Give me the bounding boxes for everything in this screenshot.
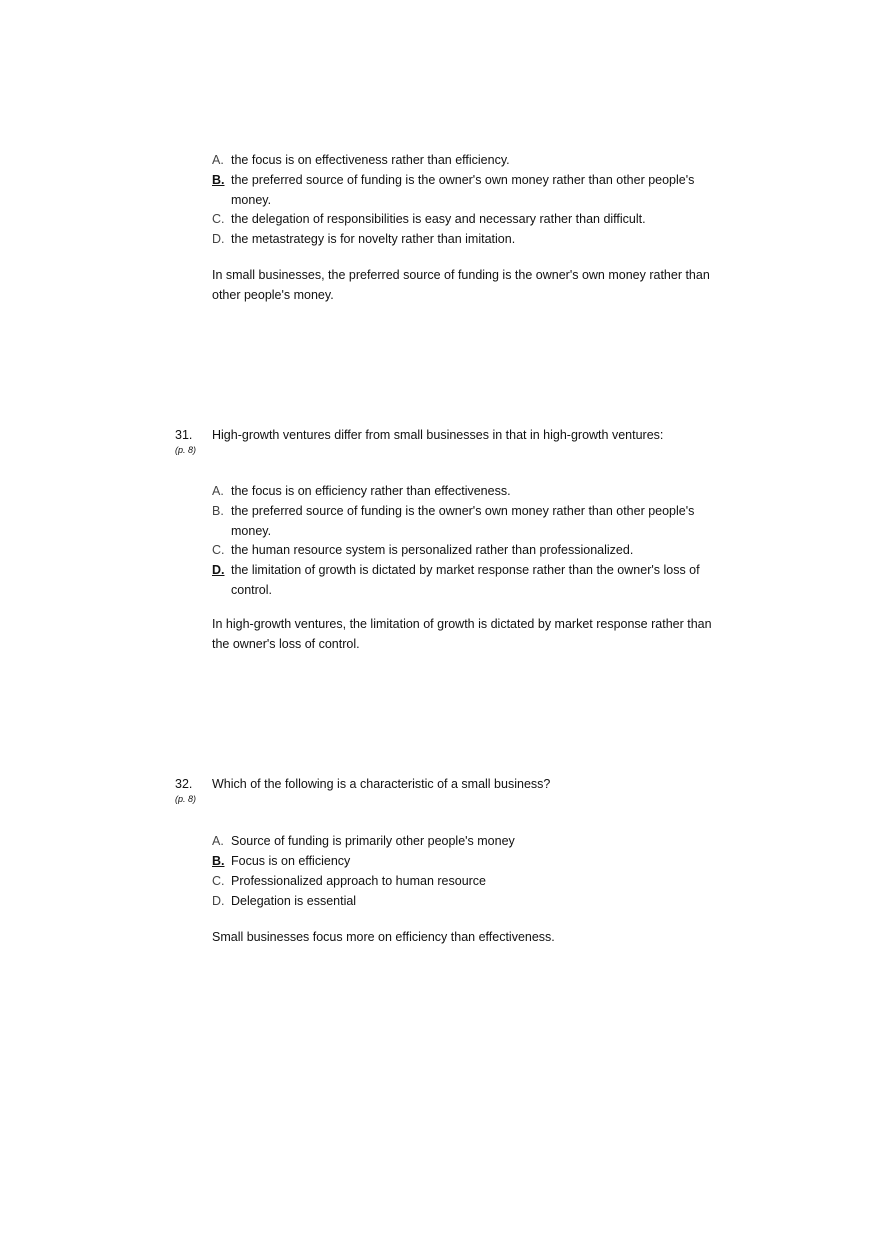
q32-option-d xyxy=(212,892,722,912)
option-text: Delegation is essential xyxy=(231,894,357,908)
option-text: the focus is on effectiveness rather than efficiency. xyxy=(231,153,510,167)
q31-header xyxy=(175,428,735,462)
question-text: Which of the following is a characteristic of a small business? xyxy=(212,777,551,791)
option-text: the human resource system is personalized rather than professionalized. xyxy=(231,543,634,557)
q30-option-b xyxy=(212,171,722,210)
option-letter: C. xyxy=(212,212,225,226)
option-text: the preferred source of funding is the owner's own money rather than other people's money. xyxy=(231,504,695,538)
option-text: the focus is on efficiency rather than effectiveness. xyxy=(231,484,511,498)
q30-option-c xyxy=(212,210,722,230)
option-letter: A. xyxy=(212,484,224,498)
option-text: the limitation of growth is dictated by market response rather than the owner's loss of control. xyxy=(231,563,700,597)
q32-option-b xyxy=(212,852,722,872)
option-letter: A. xyxy=(212,834,224,848)
q31-option-b xyxy=(212,502,722,541)
option-letter: C. xyxy=(212,543,225,557)
q31-option-d xyxy=(212,561,722,600)
q32-explanation: Small businesses focus more on efficiency than effectiveness. xyxy=(212,930,555,944)
q31-options xyxy=(212,482,722,600)
option-text: Source of funding is primarily other people's money xyxy=(231,834,515,848)
q32-header xyxy=(175,777,735,811)
option-letter: D. xyxy=(212,232,225,246)
option-letter: D. xyxy=(212,894,225,908)
option-text: the preferred source of funding is the owner's own money rather than other people's money. xyxy=(231,173,695,207)
q31-explanation: In high-growth ventures, the limitation of growth is dictated by market response rather than the owner's loss of control. xyxy=(212,617,712,651)
q32-options xyxy=(212,832,722,912)
q32-option-a xyxy=(212,832,722,852)
option-text: the delegation of responsibilities is easy and necessary rather than difficult. xyxy=(231,212,646,226)
q30-option-d xyxy=(212,230,722,250)
option-text: Professionalized approach to human resource xyxy=(231,874,487,888)
page-reference: (p. 8) xyxy=(175,445,197,455)
option-text: Focus is on efficiency xyxy=(231,854,351,868)
option-text: the metastrategy is for novelty rather than imitation. xyxy=(231,232,516,246)
correct-option-letter: B. xyxy=(212,173,225,187)
q32-option-c xyxy=(212,872,722,892)
question-number: 31. xyxy=(175,428,193,442)
page-reference: (p. 8) xyxy=(175,794,197,804)
q30-options xyxy=(212,151,722,250)
question-number: 32. xyxy=(175,777,193,791)
q31-option-a xyxy=(212,482,722,502)
option-letter: B. xyxy=(212,504,224,518)
correct-option-letter: D. xyxy=(212,563,225,577)
q30-option-a xyxy=(212,151,722,171)
correct-option-letter: B. xyxy=(212,854,225,868)
option-letter: C. xyxy=(212,874,225,888)
q30-explanation: In small businesses, the preferred source of funding is the owner's own money rather than other people's money. xyxy=(212,268,710,302)
q31-option-c xyxy=(212,541,722,561)
option-letter: A. xyxy=(212,153,224,167)
question-text: High-growth ventures differ from small businesses in that in high-growth ventures: xyxy=(212,428,664,442)
